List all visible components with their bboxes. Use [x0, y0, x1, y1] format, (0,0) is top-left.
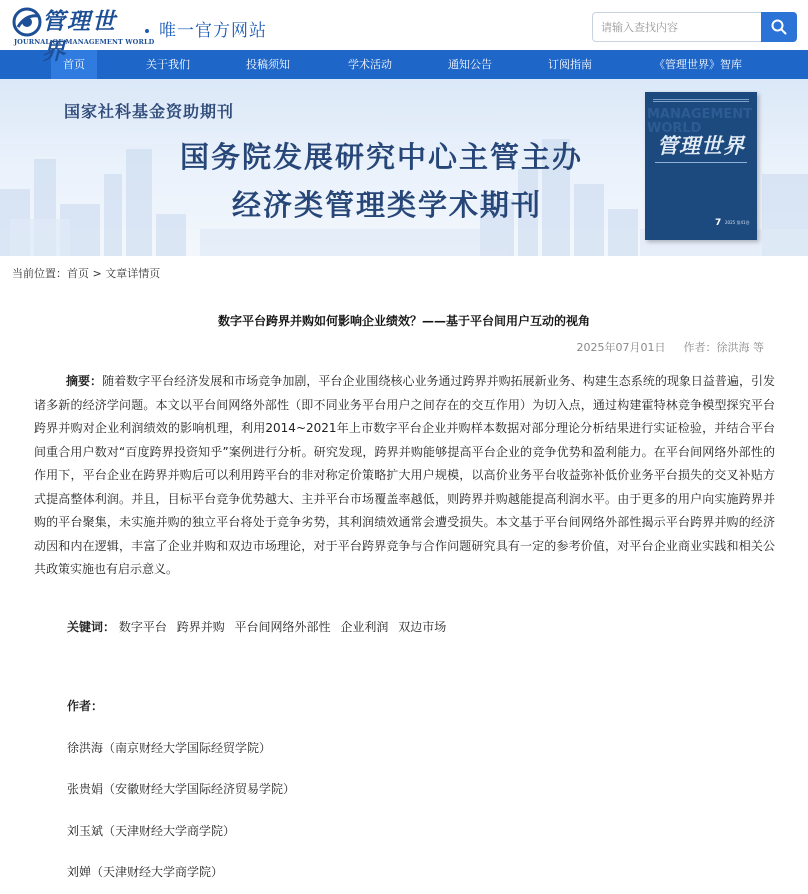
site-slogan [145, 16, 267, 41]
keywords-label: 关键词： [67, 620, 116, 634]
author-item: 刘玉斌（天津财经大学商学院） [67, 824, 236, 838]
article-author-label: 作者： [683, 341, 717, 354]
banner-title-line2: 经济类管理类学术期刊 [232, 188, 543, 222]
breadcrumb-current: 文章详情页 [105, 267, 161, 280]
search-box [592, 12, 797, 42]
cover-issue-number: 7 [715, 218, 722, 228]
article-abstract [34, 370, 775, 582]
abstract-label: 摘要： [66, 374, 103, 388]
keyword-item[interactable]: 双边市场 [398, 620, 447, 634]
article-author-short: 徐洪海 等 [716, 341, 764, 354]
search-input[interactable] [593, 13, 763, 41]
nav-item-notices[interactable]: 通知公告 [448, 58, 492, 71]
logo-chinese-title: 管理世界 [42, 8, 117, 65]
authors-heading: 作者： [67, 699, 104, 713]
search-button[interactable] [761, 12, 797, 42]
cover-rule [653, 99, 749, 102]
banner-title-line1: 国务院发展研究中心主管主办 [180, 140, 584, 174]
keyword-item[interactable]: 企业利润 [340, 620, 389, 634]
cover-divider [655, 162, 747, 163]
article-meta [577, 339, 765, 355]
breadcrumb-home-link[interactable]: 首页 [67, 267, 89, 280]
nav-item-submission[interactable]: 投稿须知 [246, 58, 290, 71]
article-keywords [67, 618, 452, 635]
nav-item-home[interactable]: 首页 [51, 50, 97, 79]
cover-title: 管理世界 [657, 133, 745, 158]
keyword-item[interactable]: 数字平台 [118, 620, 167, 634]
slogan-dot [145, 29, 149, 33]
globe-logo-icon [12, 7, 42, 37]
nav-item-about[interactable]: 关于我们 [146, 58, 190, 71]
nav-item-academic[interactable]: 学术活动 [348, 58, 392, 71]
banner-subtitle: 国家社科基金资助期刊 [64, 102, 235, 121]
hero-banner [0, 79, 808, 256]
nav-item-think-tank[interactable]: 《管理世界》智库 [654, 58, 742, 71]
breadcrumb-separator: > [89, 267, 106, 280]
cover-ghost-text: MANAGEMENT WORLD [647, 107, 753, 136]
keyword-item[interactable]: 平台间网络外部性 [234, 620, 331, 634]
breadcrumb-prefix: 当前位置： [12, 267, 67, 280]
nav-item-subscribe[interactable]: 订阅指南 [548, 58, 592, 71]
article-date: 2025年07月01日 [576, 341, 666, 354]
cover-issue-text: 2025 第41卷 [725, 220, 750, 225]
author-item: 刘婵（天津财经大学商学院） [67, 865, 224, 879]
search-icon [771, 19, 787, 35]
slogan-text: 唯一官方网站 [159, 21, 267, 41]
breadcrumb [12, 265, 160, 281]
logo-english-title: JOURNAL OF MANAGEMENT WORLD [14, 38, 155, 46]
author-item: 徐洪海（南京财经大学国际经贸学院） [67, 741, 272, 755]
keyword-item[interactable]: 跨界并购 [176, 620, 225, 634]
abstract-text: 随着数字平台经济发展和市场竞争加剧，平台企业围绕核心业务通过跨界并购拓展新业务、构建生态系统的现象日益普遍，引发诸多新的经济学问题。本文以平台间网络外部性（即不同业务平台用户之间存在的交互作用）为切入点，通过构建霍特林竞争模型探究平台跨界并购对企业利润绩效的影响机理，利用2014~2021年上市数字平台企业并购样本数据对部分理论分析结果进行实证检验，并结合平台间重合用户数对“百度跨界投资知乎”案例进行分析。研究发现，跨界并购能够提高平台企业的竞争优势和盈利能力。在平台间网络外部性的作用下，平台企业在跨界并购后可以利用跨平台的非对称定价策略扩大用户规模，以高价业务平台收益弥补低价业务平台损失的交叉补贴方式提高整体利润。并且，目标平台竞争优势越大、主并平台市场覆盖率越低，则跨界并购越能提高利润水平。由于更多的用户向实施跨界并购的平台聚集，未实施并购的独立平台将处于竞争劣势，其利润绩效通常会遭受损失。本文基于平台间网络外部性揭示平台跨界并购的经济动因和内在逻辑，丰富了企业并购和双边市场理论，对于平台跨界竞争与合作问题研究具有一定的参考价值，对平台企业商业实践和相关公共政策实施也有启示意义。 [34, 374, 775, 576]
journal-cover[interactable] [645, 92, 757, 240]
article-title: 数字平台跨界并购如何影响企业绩效？——基于平台间用户互动的视角 [217, 314, 590, 328]
author-item: 张贵娟（安徽财经大学国际经济贸易学院） [67, 782, 296, 796]
